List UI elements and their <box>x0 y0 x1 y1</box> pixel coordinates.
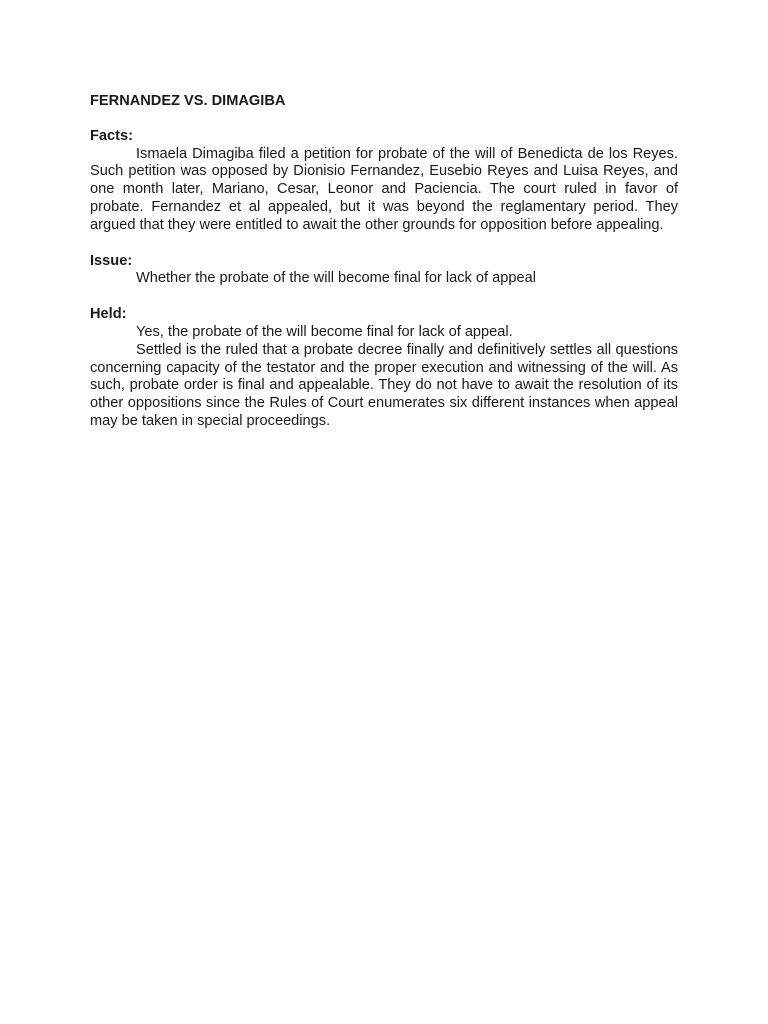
facts-section <box>90 128 678 235</box>
facts-heading: Facts: <box>90 127 133 144</box>
document-page <box>90 93 678 431</box>
issue-paragraph: Whether the probate of the will become final for lack of appeal <box>136 270 536 287</box>
spacer <box>90 235 678 253</box>
case-title: FERNANDEZ VS. DIMAGIBA <box>90 93 286 109</box>
held-paragraph-2: Settled is the ruled that a probate decree finally and definitively settles all questions concerning capacity of the testator and the proper execution and witnessing of the will. As such, probate order is final and appealable. They do not have to await the resolution of its other oppositions since the Rules of Court enumerates six different instances when appeal may be taken in special proceedings. <box>90 341 678 429</box>
held-paragraph-1: Yes, the probate of the will become final for lack of appeal. <box>136 323 513 340</box>
issue-heading: Issue: <box>90 252 133 269</box>
facts-paragraph: Ismaela Dimagiba filed a petition for probate of the will of Benedicta de los Reyes. Such petition was opposed by Dionisio Fernandez, Eusebio Reyes and Luisa Reyes, and one month later, Mariano, Cesar, Leonor and Paciencia. The court ruled in favor of probate. Fernandez et al appealed, but it was beyond the reglamentary period. They argued that they were entitled to await the other grounds for opposition before appealing. <box>90 145 678 233</box>
issue-section <box>90 253 678 289</box>
held-heading: Held: <box>90 306 127 323</box>
spacer <box>90 288 678 306</box>
held-section <box>90 306 678 431</box>
